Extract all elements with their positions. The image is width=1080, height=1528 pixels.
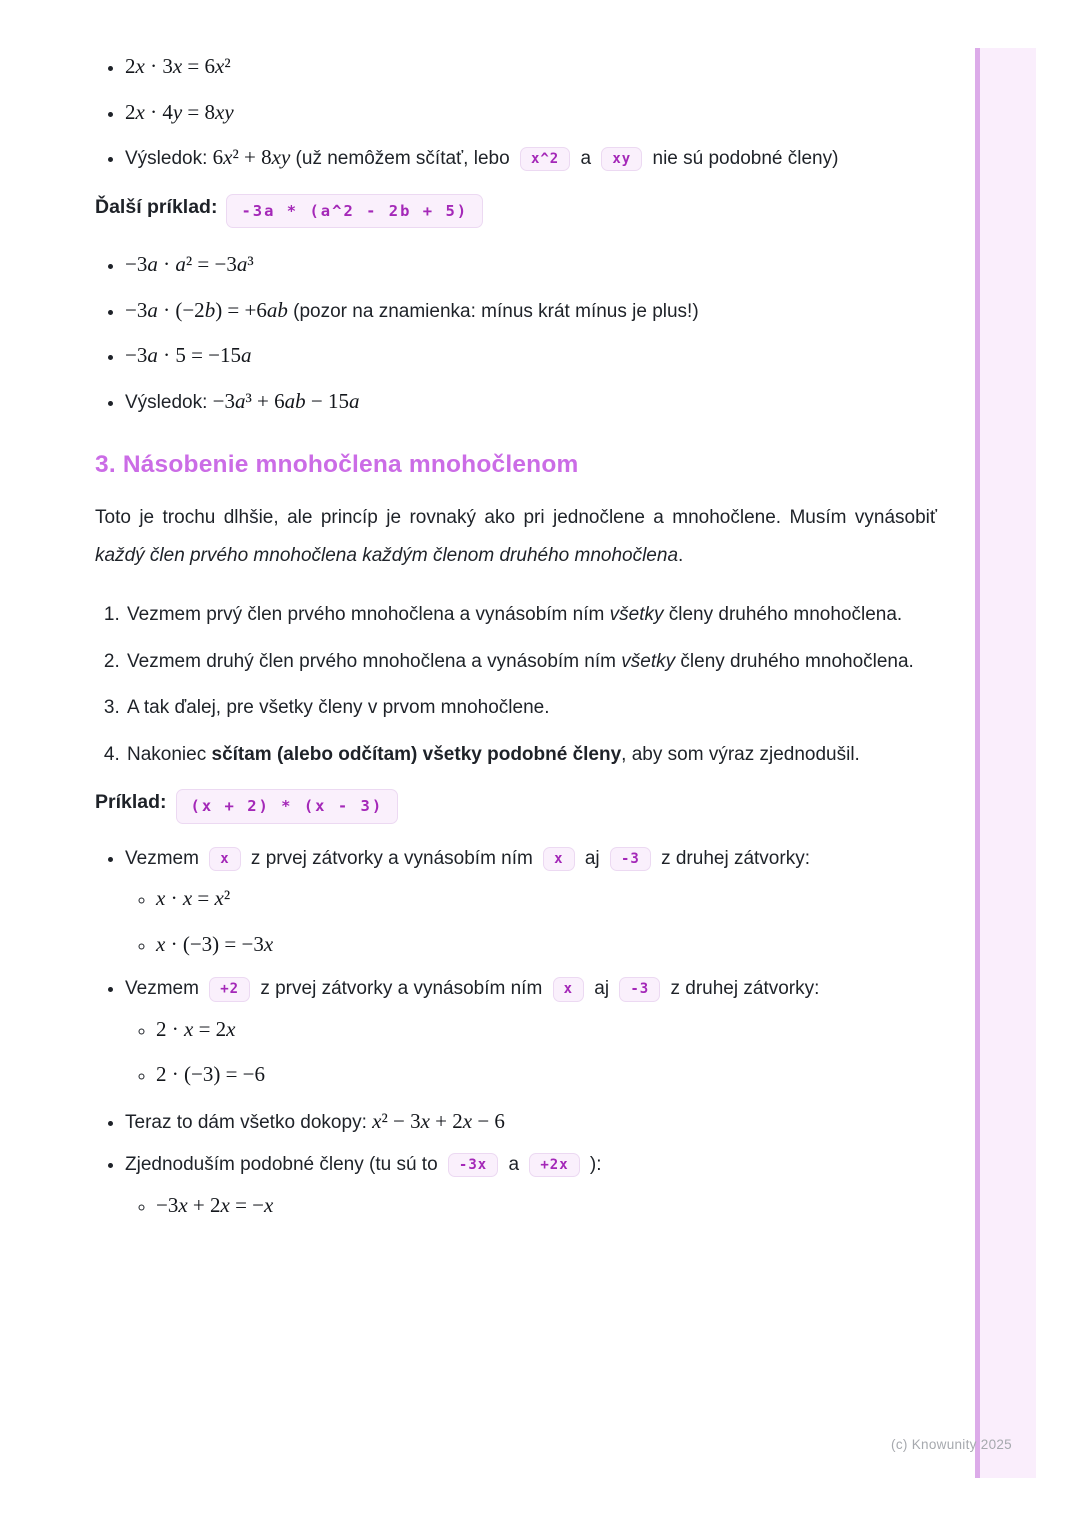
math-expression: 2 · (−3) = −6 (156, 1062, 266, 1087)
bullet-item (125, 844, 937, 960)
sub-results-list (125, 883, 937, 960)
math-expression: 2x · 4y = 8xy (125, 99, 234, 124)
emphasized-text: všetky (609, 604, 664, 626)
code-snippet: -3a * (a^2 - 2b + 5) (226, 194, 483, 228)
bullet-item (125, 294, 937, 327)
procedure-steps-list (95, 601, 937, 769)
bullet-item (125, 248, 937, 281)
example-label: Ďalší príklad: (95, 195, 218, 218)
text-run: nie sú podobné členy) (647, 148, 839, 170)
text-run: , aby som výraz zjednodušil. (621, 743, 860, 765)
math-expression: −3a · (−2b) = +6ab (125, 297, 288, 322)
math-expression: 6x² + 8xy (212, 145, 291, 170)
inline-code-chip: x (543, 847, 574, 871)
text-run: . (678, 545, 684, 567)
math-expression: −3a³ + 6ab − 15a (212, 388, 360, 413)
bullet-item (125, 1150, 937, 1221)
text-run: aj (589, 978, 615, 1000)
code-snippet: (x + 2) * (x - 3) (176, 789, 399, 823)
text-run: aj (579, 847, 605, 869)
math-expression: x · (−3) = −3x (156, 931, 274, 956)
sub-results-list (125, 1190, 937, 1222)
text-run: z druhej zátvorky: (665, 978, 820, 1000)
bullet-item (125, 974, 937, 1090)
section-intro (95, 499, 937, 575)
numbered-item (125, 601, 937, 630)
next-example-line (95, 194, 937, 228)
text-run: Vezmem (125, 847, 205, 869)
text-run: Vezmem prvý člen prvého mnohočlena a vynásobím ním (127, 604, 610, 626)
math-expression: −3a · 5 = −15a (125, 343, 252, 368)
inline-code-chip: -3 (610, 847, 651, 871)
text-run: z prvej zátvorky a vynásobím ním (245, 847, 539, 869)
inline-code-chip: x^2 (520, 147, 570, 171)
text-run: Toto je trochu dlhšie, ale princíp je rovnaký ako pri jednočlene a mnohočlene. Musím vynásobiť (95, 507, 937, 529)
bullet-item (125, 96, 937, 129)
inline-code-chip: -3 (619, 977, 660, 1001)
bold-text: sčítam (alebo odčítam) všetky podobné členy (211, 743, 622, 765)
inline-code-chip: x (209, 847, 240, 871)
text-run: Výsledok: (125, 391, 213, 413)
sub-bullet-item (156, 1059, 937, 1091)
sub-bullet-item (156, 929, 937, 961)
text-run: ): (584, 1154, 602, 1176)
text-run: (už nemôžem sčítať, lebo (290, 148, 515, 170)
bullet-item (125, 50, 937, 83)
side-accent-bar (975, 48, 1036, 1478)
text-run: a (575, 148, 597, 170)
sub-bullet-item (156, 883, 937, 915)
numbered-item (125, 741, 937, 770)
math-expression: −3x + 2x = −x (156, 1192, 274, 1217)
section-heading: 3. Násobenie mnohočlena mnohočlenom (95, 451, 579, 479)
text-run: členy druhého mnohočlena. (663, 604, 903, 626)
inline-code-chip: xy (601, 147, 642, 171)
inline-code-chip: +2x (529, 1153, 579, 1177)
sub-results-list (125, 1014, 937, 1091)
sub-bullet-item (156, 1190, 937, 1222)
footer-credit: (c) Knowunity 2025 (891, 1437, 1012, 1452)
example-line (95, 789, 937, 823)
text-run: Zjednoduším podobné členy (tu sú to (125, 1154, 443, 1176)
text-run: Teraz to dám všetko dokopy: (125, 1111, 373, 1133)
monomial-results-list (95, 50, 937, 174)
text-run: z druhej zátvorky: (655, 847, 810, 869)
bullet-item (125, 1105, 937, 1138)
text-run: (pozor na znamienka: mínus krát mínus je plus!) (287, 300, 699, 322)
numbered-item (125, 694, 937, 723)
bullet-item (125, 141, 937, 174)
example-steps-list (95, 248, 937, 417)
text-run: Nakoniec (127, 743, 212, 765)
document-content (95, 50, 937, 1235)
inline-code-chip: x (553, 977, 584, 1001)
text-run: Výsledok: (125, 148, 213, 170)
text-run: Vezmem druhý člen prvého mnohočlena a vynásobím ním (127, 650, 622, 672)
example-label: Príklad: (95, 791, 167, 814)
bullet-item (125, 385, 937, 418)
inline-code-chip: -3x (448, 1153, 498, 1177)
math-expression: −3a · a² = −3a³ (125, 252, 254, 277)
text-run: a (503, 1154, 525, 1176)
inline-code-chip: +2 (209, 977, 250, 1001)
math-expression: x² − 3x + 2x − 6 (372, 1108, 505, 1133)
sub-bullet-item (156, 1014, 937, 1046)
worked-example-list (95, 844, 937, 1221)
text-run: A tak ďalej, pre všetky členy v prvom mnohočlene. (127, 697, 550, 719)
math-expression: x · x = x² (156, 886, 231, 911)
emphasized-text: všetky (621, 650, 676, 672)
numbered-item (125, 648, 937, 677)
emphasized-text: každý člen prvého mnohočlena každým členom druhého mnohočlena (95, 545, 679, 567)
text-run: členy druhého mnohočlena. (675, 650, 914, 672)
text-run: Vezmem (125, 978, 205, 1000)
bullet-item (125, 339, 937, 372)
text-run: z prvej zátvorky a vynásobím ním (255, 978, 548, 1000)
math-expression: 2 · x = 2x (156, 1016, 236, 1041)
math-expression: 2x · 3x = 6x² (125, 54, 231, 78)
